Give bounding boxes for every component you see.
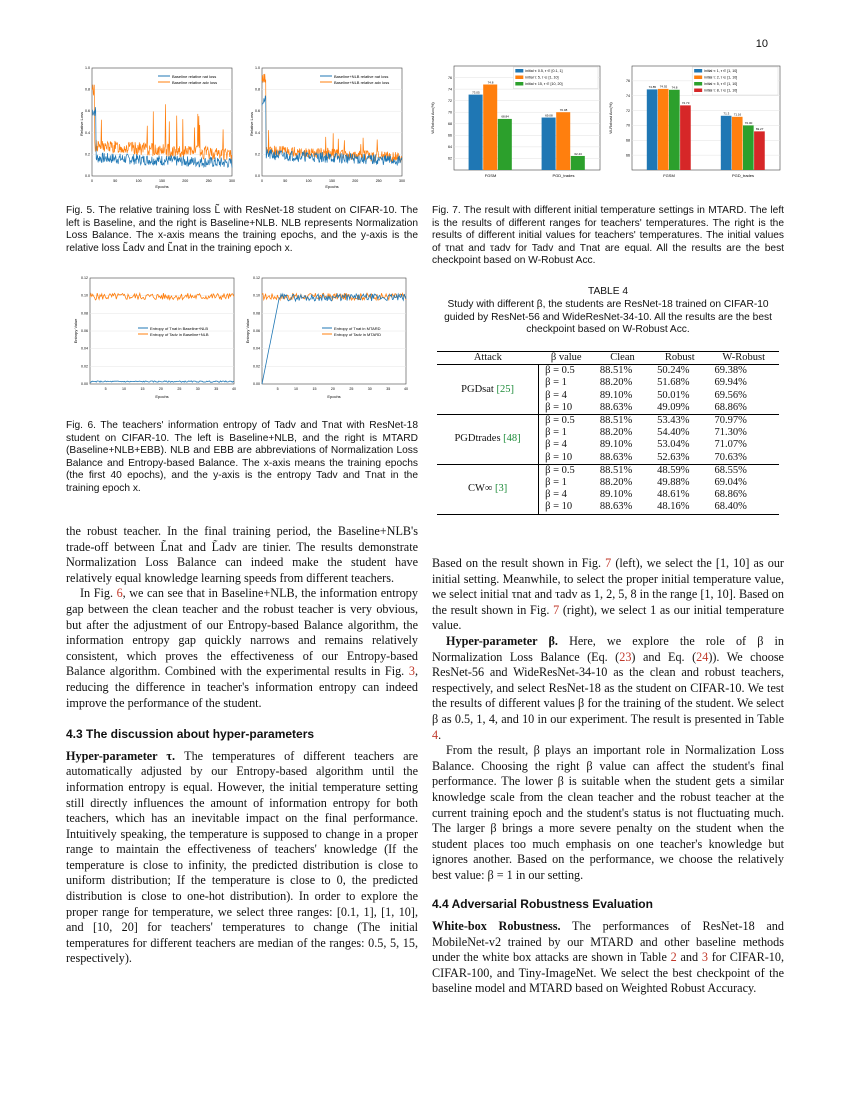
y-tick-label: 76: [626, 79, 630, 84]
legend-swatch: [694, 89, 702, 93]
svg-text:0.8: 0.8: [85, 87, 90, 92]
table4-header-row: [437, 352, 779, 365]
svg-text:40: 40: [232, 387, 236, 391]
right-para-3: From the result, β plays an important role in Normalization Loss Balance. Choosing the right β value can affect the student's final performance. The lower β is suitable when the student gets a similar knowledge scale from the clean teacher and the robust teacher at the current training epoch and the student's status is not fluctuating much. The larger β brings a more severe penalty on the student when the student places too much emphasis on one teacher's knowledge but ignores another. Based on the performance, we choose the relatively best value: β = 1 in our setting.: [432, 743, 784, 882]
table4-header-beta: β value: [539, 352, 594, 365]
ref-fig3[interactable]: 3: [408, 664, 415, 679]
svg-text:25: 25: [177, 387, 182, 391]
y-tick-label: 72: [448, 98, 452, 103]
bar-data-label: 69.08: [545, 113, 553, 118]
svg-text:150: 150: [329, 179, 335, 183]
bar-data-label: 74.92: [659, 84, 668, 89]
right-para-1: Based on the result shown in Fig. 7 (left), we select the [1, 10] as our initial setting. Meanwhile, to select the proper initial temperature value, we select initial τnat and τadv as 1, 2, 5, 8 in the range [1, 10]. Based on the result shown in Fig. 7 (right), we select 1 as our initial temperature value.: [432, 556, 784, 633]
fig6-right-legend-nat: Entropy of Tnat in MTARD: [334, 326, 381, 331]
table-row: β = 4 89.10% 53.04% 71.07%: [545, 439, 747, 451]
fig6-caption: Fig. 6. The teachers' information entropy of Tadv and Tnat with ResNet-18 student on CIFAR-10. The left is Baseline+NLB, and the right is MTARD (Baseline+NLB+EBB). NLB and EBB are abbreviations of Normalization Loss Balance and Entropy-based Balance. The x-axis means the training epochs (the first 40 epochs), and the y-axis is the entropy Tadv and Tnat in the training epoch x.: [66, 420, 418, 494]
svg-text:200: 200: [182, 179, 189, 183]
legend-label: initial τ: 2, τ ∈ [1, 10]: [704, 75, 738, 80]
bar-data-label: 70.08: [559, 108, 568, 113]
y-tick-label: 64: [448, 145, 452, 150]
svg-text:35: 35: [214, 387, 219, 391]
svg-text:0.8: 0.8: [255, 87, 260, 92]
fig5-right-ylabel: Relative Loss: [249, 111, 254, 137]
fig6-left-legend-nat: Entropy of Tnat in Baseline+NLB: [150, 326, 209, 331]
legend-swatch: [694, 76, 702, 80]
svg-text:5: 5: [276, 387, 279, 391]
svg-text:0.04: 0.04: [253, 346, 260, 351]
table4-header-attack: Attack: [437, 352, 539, 365]
svg-text:0.4: 0.4: [255, 130, 260, 135]
bar: [498, 119, 512, 170]
legend-label: initial τ: 0.5, τ ∈ [0.1, 1]: [525, 69, 563, 74]
ref-table4[interactable]: 4: [432, 727, 439, 742]
svg-text:0.0: 0.0: [85, 174, 90, 178]
bar: [669, 90, 680, 170]
table4-attack-pgdsat: PGDsat [25]: [437, 365, 539, 415]
table-row: β = 1 88.20% 54.40% 71.30%: [545, 427, 747, 439]
section-4-4-title: 4.4 Adversarial Robustness Evaluation: [432, 897, 653, 912]
bar-data-label: 71.16: [733, 112, 742, 117]
y-tick-label: 68: [626, 138, 630, 143]
fig5-left-ylabel: Relative Loss: [79, 111, 84, 137]
legend-label: initial τ: 5, τ ∈ [1, 10]: [704, 82, 738, 87]
legend-swatch: [694, 69, 702, 73]
table-row: β = 4 89.10% 50.01% 69.56%: [545, 389, 747, 401]
svg-text:20: 20: [330, 387, 335, 391]
svg-text:0.6: 0.6: [85, 109, 90, 114]
bar: [754, 131, 765, 170]
svg-text:0.04: 0.04: [81, 346, 88, 351]
bar: [732, 117, 743, 170]
svg-text:0.10: 0.10: [81, 293, 88, 298]
bar: [571, 156, 585, 170]
fig7-right-chart: [606, 60, 784, 188]
table-row: β = 4 89.10% 48.61% 68.86%: [545, 489, 747, 501]
bar-data-label: 69.27: [755, 127, 764, 132]
y-tick-label: 66: [448, 133, 452, 138]
bar: [658, 89, 669, 170]
svg-text:200: 200: [352, 179, 359, 183]
bar-data-label: 73.05: [472, 90, 480, 95]
fig5-left-xlabel: Epochs: [155, 184, 169, 189]
svg-text:20: 20: [158, 387, 163, 391]
svg-text:30: 30: [195, 387, 200, 391]
fig6-left-ylabel: Entropy Value: [73, 318, 78, 344]
svg-text:10: 10: [122, 387, 126, 391]
ref-table3[interactable]: 3: [701, 950, 708, 965]
svg-text:0.02: 0.02: [253, 364, 260, 369]
fig6-right-legend-adv: Entropy of Tadv in MTARD: [334, 332, 381, 337]
bar-data-label: 74.8: [671, 85, 678, 90]
legend-label: initial τ: 1, τ ∈ [1, 10]: [704, 69, 738, 74]
right-para-2: Hyper-parameter β. Here, we explore the role of β in Normalization Loss Balance (Eq. (23) and Eq. (24)). We choose ResNet-56 and WideResNet-34-10 as the clean and robust teachers, respectively, and select ResNet-18 as the student on CIFAR-10. We test the results of different values β for the training of the student. We select β as 0.5, 1, 4, and 10 in our experiment. The result is presented in Table 4.: [432, 633, 784, 742]
table-row: PGDsat [25] β = 0.5 88.51% 50.24% 69.38%: [437, 365, 779, 378]
y-tick-label: 62: [448, 156, 452, 161]
category-label: PGD_trades: [731, 173, 755, 178]
left-para-3: Hyper-parameter τ. The temperatures of different teachers are automatically adjusted by our Entropy-based algorithm until the information entropy is equal. However, the initial temperature setting still directly influences the amount of information entropy for both teachers, which has an inevitable impact on the final performance. Intuitively speaking, the temperature is supposed to change in a proper range to maintain the effectiveness of teachers' knowledge (If the temperature is close to infinity, the predicted distribution is close to uniform distribution; If the temperature is close to 0, the predicted distribution is close to one-hot distribution). In order to explore the proper range for temperature, we select three ranges: [0.1, 1], [1, 10], and [10, 20] for teachers' temperatures to change (The initial temperatures for different teachers are median of the ranges: 0.5, 5, 15, respectively).: [66, 748, 418, 966]
ref-fig6[interactable]: 6: [116, 586, 123, 601]
bar: [743, 125, 754, 170]
svg-text:0.12: 0.12: [81, 276, 88, 280]
bar: [469, 95, 483, 170]
svg-text:0.0: 0.0: [255, 174, 260, 178]
svg-text:0.06: 0.06: [81, 329, 88, 333]
svg-text:300: 300: [229, 179, 235, 183]
svg-text:0.08: 0.08: [81, 311, 88, 316]
svg-text:50: 50: [283, 179, 288, 183]
bar-data-label: 68.84: [501, 114, 509, 119]
bar-data-label: 74.85: [648, 85, 657, 90]
legend-label: initial τ: 8, τ ∈ [1, 10]: [704, 88, 738, 93]
svg-text:0: 0: [261, 179, 263, 183]
left-para-1: the robust teacher. In the final training period, the Baseline+NLB's trade-off between L̃nat and L̃adv are tinier. The results demonstrate Normalization Loss Balance can indeed make the student have relatively equal knowledge learning speeds from different teachers.: [66, 524, 418, 585]
svg-text:0.2: 0.2: [255, 152, 260, 157]
table4-header-wrobust: W-Robust: [708, 352, 779, 365]
fig5-right-xlabel: Epochs: [325, 184, 339, 189]
table4-header-robust: Robust: [651, 352, 708, 365]
svg-text:0.6: 0.6: [255, 109, 260, 114]
svg-text:0.00: 0.00: [81, 382, 88, 386]
y-tick-label: 74: [448, 87, 452, 92]
bar-data-label: 62.43: [574, 151, 582, 156]
y-axis-label: W-Robust Acc(%): [608, 102, 613, 134]
svg-text:0.00: 0.00: [253, 382, 260, 386]
table-row: β = 10 88.63% 52.63% 70.63%: [545, 451, 747, 463]
bar: [680, 105, 691, 170]
svg-text:25: 25: [349, 387, 354, 391]
svg-text:0.06: 0.06: [253, 329, 260, 333]
svg-text:1.0: 1.0: [85, 66, 90, 70]
ref-fig7-b[interactable]: 7: [553, 602, 560, 617]
bar: [647, 89, 658, 170]
legend-label: initial τ: 15, τ ∈ [10, 20]: [525, 82, 563, 87]
y-tick-label: 74: [626, 94, 630, 99]
svg-text:40: 40: [404, 387, 408, 391]
y-tick-label: 72: [626, 108, 630, 113]
svg-text:1.0: 1.0: [255, 66, 260, 70]
left-column: [66, 524, 418, 967]
svg-text:250: 250: [375, 179, 382, 183]
bar: [721, 116, 732, 170]
svg-text:0: 0: [91, 179, 93, 183]
svg-text:15: 15: [140, 387, 145, 391]
y-axis-label: W-Robust Acc(%): [430, 102, 435, 134]
bar-data-label: 72.73: [681, 101, 690, 106]
svg-text:0.08: 0.08: [253, 311, 260, 316]
table4: [437, 351, 779, 515]
svg-text:150: 150: [159, 179, 165, 183]
legend-label: initial τ: 5, τ ∈ [1, 10]: [525, 75, 559, 80]
fig6-right-ylabel: Entropy Value: [245, 318, 250, 344]
table-row: β = 10 88.63% 48.16% 68.40%: [437, 501, 779, 514]
svg-text:0.12: 0.12: [253, 276, 260, 280]
table4-title: TABLE 4: [587, 286, 628, 297]
category-label: FGSM: [484, 173, 497, 178]
ref-fig7-a[interactable]: 7: [605, 556, 612, 570]
fig5-right-legend-nat: Baseline+NLB relative nat loss: [334, 74, 389, 79]
svg-text:0.2: 0.2: [85, 152, 90, 157]
y-tick-label: 76: [448, 75, 452, 80]
fig5-left-legend-adv: Baseline relative adv loss: [172, 80, 218, 85]
y-tick-label: 70: [626, 123, 630, 128]
y-tick-label: 68: [448, 122, 452, 127]
ref-eq23[interactable]: 23: [619, 649, 632, 664]
bar: [483, 84, 497, 170]
fig5-right-legend-adv: Baseline+NLB relative adv loss: [334, 80, 390, 85]
table4-attack-cw: CW∞ [3]: [437, 464, 539, 514]
fig6-right-xlabel: Epochs: [327, 394, 341, 399]
fig6-left-xlabel: Epochs: [155, 394, 169, 399]
bar: [542, 118, 556, 170]
svg-text:100: 100: [305, 179, 312, 183]
legend-swatch: [515, 76, 523, 80]
bar-data-label: 71.3: [723, 111, 730, 116]
svg-text:0.10: 0.10: [253, 293, 260, 298]
fig5-left-plot: [78, 62, 238, 192]
fig7-caption: Fig. 7. The result with different initial temperature settings in MTARD. The left is the results of different ranges for teachers' temperatures. The right is the results of different initial values for teachers' temperatures. The initial values of τnat and τadv for Tadv and Tnat are equal. All the results are the best checkpoint based on W-Robust Acc.: [432, 205, 784, 267]
right-para-4: White-box Robustness. The performances of ResNet-18 and MobileNet-v2 trained by our MTARD and other baseline methods under the white box attacks are shown in Table 2 and 3 for CIFAR-10, CIFAR-100, and Tiny-ImageNet. We select the best checkpoint of the baseline model and MTARD based on Weighted Robust Accuracy.: [432, 919, 784, 996]
fig5-left-legend-nat: Baseline relative nat loss: [172, 74, 217, 79]
table-row: CW∞ [3] β = 0.5 88.51% 48.59% 68.55%: [437, 464, 779, 477]
fig5-right-plot: [248, 62, 408, 192]
bar: [556, 112, 570, 170]
svg-text:0.02: 0.02: [81, 364, 88, 369]
fig6-left-plot: [72, 272, 240, 404]
table-row: β = 1 88.20% 51.68% 69.94%: [545, 377, 747, 389]
svg-text:5: 5: [104, 387, 107, 391]
table-row: β = 10 88.63% 49.09% 68.86%: [545, 401, 747, 413]
bar-data-label: 70.00: [744, 121, 753, 126]
fig7-left-chart: [428, 60, 604, 188]
svg-text:50: 50: [113, 179, 118, 183]
table4-attack-pgdtrades: PGDtrades [48]: [437, 415, 539, 465]
svg-text:35: 35: [386, 387, 391, 391]
legend-swatch: [515, 82, 523, 86]
page-number: 10: [755, 38, 768, 50]
y-tick-label: 66: [626, 153, 630, 158]
table4-header-clean: Clean: [594, 352, 651, 365]
legend-swatch: [694, 82, 702, 86]
right-column: [432, 556, 784, 997]
svg-text:30: 30: [367, 387, 372, 391]
svg-text:0.4: 0.4: [85, 130, 90, 135]
category-label: FGSM: [663, 173, 675, 178]
fig5-caption: Fig. 5. The relative training loss L̃ with ResNet-18 student on CIFAR-10. The left is Baseline, and the right is Baseline+NLB. NLB represents Normalization Loss Balance. The x-axis means the training epochs, and the y-axis is the relative loss L̃adv and L̃nat in the training epoch x.: [66, 205, 418, 254]
svg-text:15: 15: [312, 387, 317, 391]
legend-swatch: [515, 69, 523, 73]
category-label: PGD_trades: [552, 173, 575, 178]
ref-table2[interactable]: 2: [670, 950, 677, 965]
left-para-2: In Fig. 6, we can see that in Baseline+NLB, the information entropy gap between the clean teacher and the robust teacher is very obvious, but after the adjustment of our Entropy-based Balance algorithm, the information entropy gap quickly narrows and remains relatively consistent, which proves the effectiveness of our Entropy-based Balance algorithm. Combined with the experimental results in Fig. 3, reducing the difference in teacher's information entropy can indeed improve the performance of the student.: [66, 586, 418, 710]
y-tick-label: 70: [448, 110, 452, 115]
svg-text:100: 100: [135, 179, 142, 183]
bar-data-label: 74.8: [487, 80, 494, 85]
svg-text:300: 300: [399, 179, 405, 183]
fig6-right-plot: [244, 272, 412, 404]
svg-text:250: 250: [205, 179, 212, 183]
table4-caption: Study with different β, the students are ResNet-18 trained on CIFAR-10 guided by ResNet-56 and WideResNet-34-10. All the results are the best checkpoint based on W-Robust Acc.: [444, 299, 772, 336]
svg-text:10: 10: [294, 387, 298, 391]
ref-eq24[interactable]: 24: [696, 649, 709, 664]
section-4-3-title: 4.3 The discussion about hyper-parameters: [66, 727, 315, 742]
fig6-left-legend-adv: Entropy of Tadv in Baseline+NLB: [150, 332, 209, 337]
table-row: β = 1 88.20% 49.88% 69.04%: [545, 477, 747, 489]
table-row: PGDtrades [48] β = 0.5 88.51% 53.43% 70.97%: [437, 415, 779, 428]
